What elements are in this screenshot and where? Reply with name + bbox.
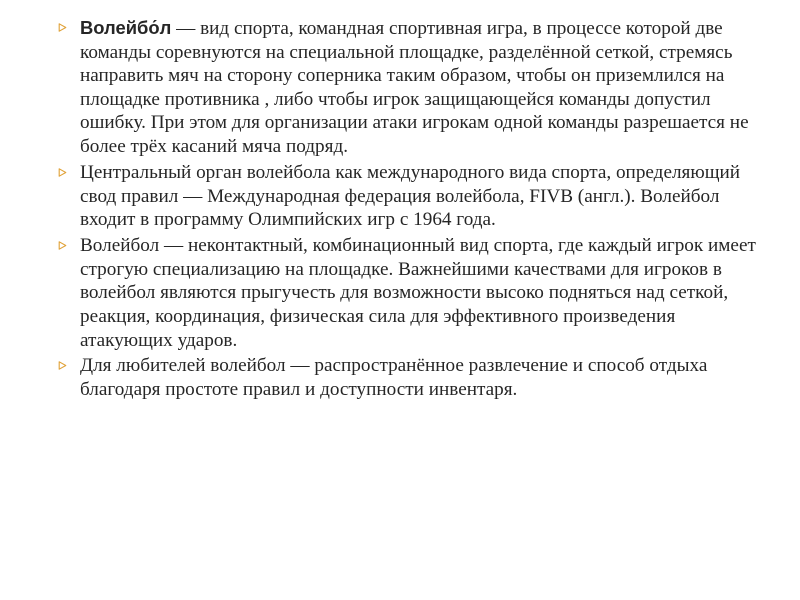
bullet-text: Центральный орган волейбола как международного вида спорта, определяющий свод правил — Международная федерация волейбола, FIVB (англ.). Волейбол входит в программу Олимпийских игр с 1964 года. — [80, 161, 741, 231]
bullet-text: Для любителей волейбол — распространённое развлечение и способ отдыха благодаря простоте правил и доступности инвентаря. — [80, 355, 708, 401]
orange-arrow-bullet-icon — [58, 241, 67, 250]
bullet-text: — вид спорта, командная спортивная игра, в процессе которой две команды соревнуются на специальной площадке, разделённой сеткой, стремясь направить мяч на сторону соперника таким образом, чтобы он приземлился на площадке противника , либо чтобы игрок защищающейся команды допустил ошибку. При этом для организации атаки игрокам одной команды разрешается не более трёх касаний мяча подряд. — [80, 18, 749, 157]
bullet-item-amateurs — [58, 354, 758, 401]
orange-arrow-bullet-icon — [58, 168, 67, 177]
lead-term: Волейбо́л — [80, 17, 172, 38]
orange-arrow-bullet-icon — [58, 23, 67, 32]
bullet-item-definition — [58, 16, 758, 159]
bullet-item-governing-body — [58, 161, 758, 232]
bullet-text: Волейбол — неконтактный, комбинационный вид спорта, где каждый игрок имеет строгую специализацию на площадке. Важнейшими качествами для игроков в волейбол являются прыгучесть для возможности высоко подняться над сеткой, реакция, координация, физическая сила для эффективного произведения атакующих ударов. — [80, 235, 756, 351]
bullet-item-qualities — [58, 234, 758, 352]
bullet-list — [58, 16, 758, 404]
orange-arrow-bullet-icon — [58, 361, 67, 370]
